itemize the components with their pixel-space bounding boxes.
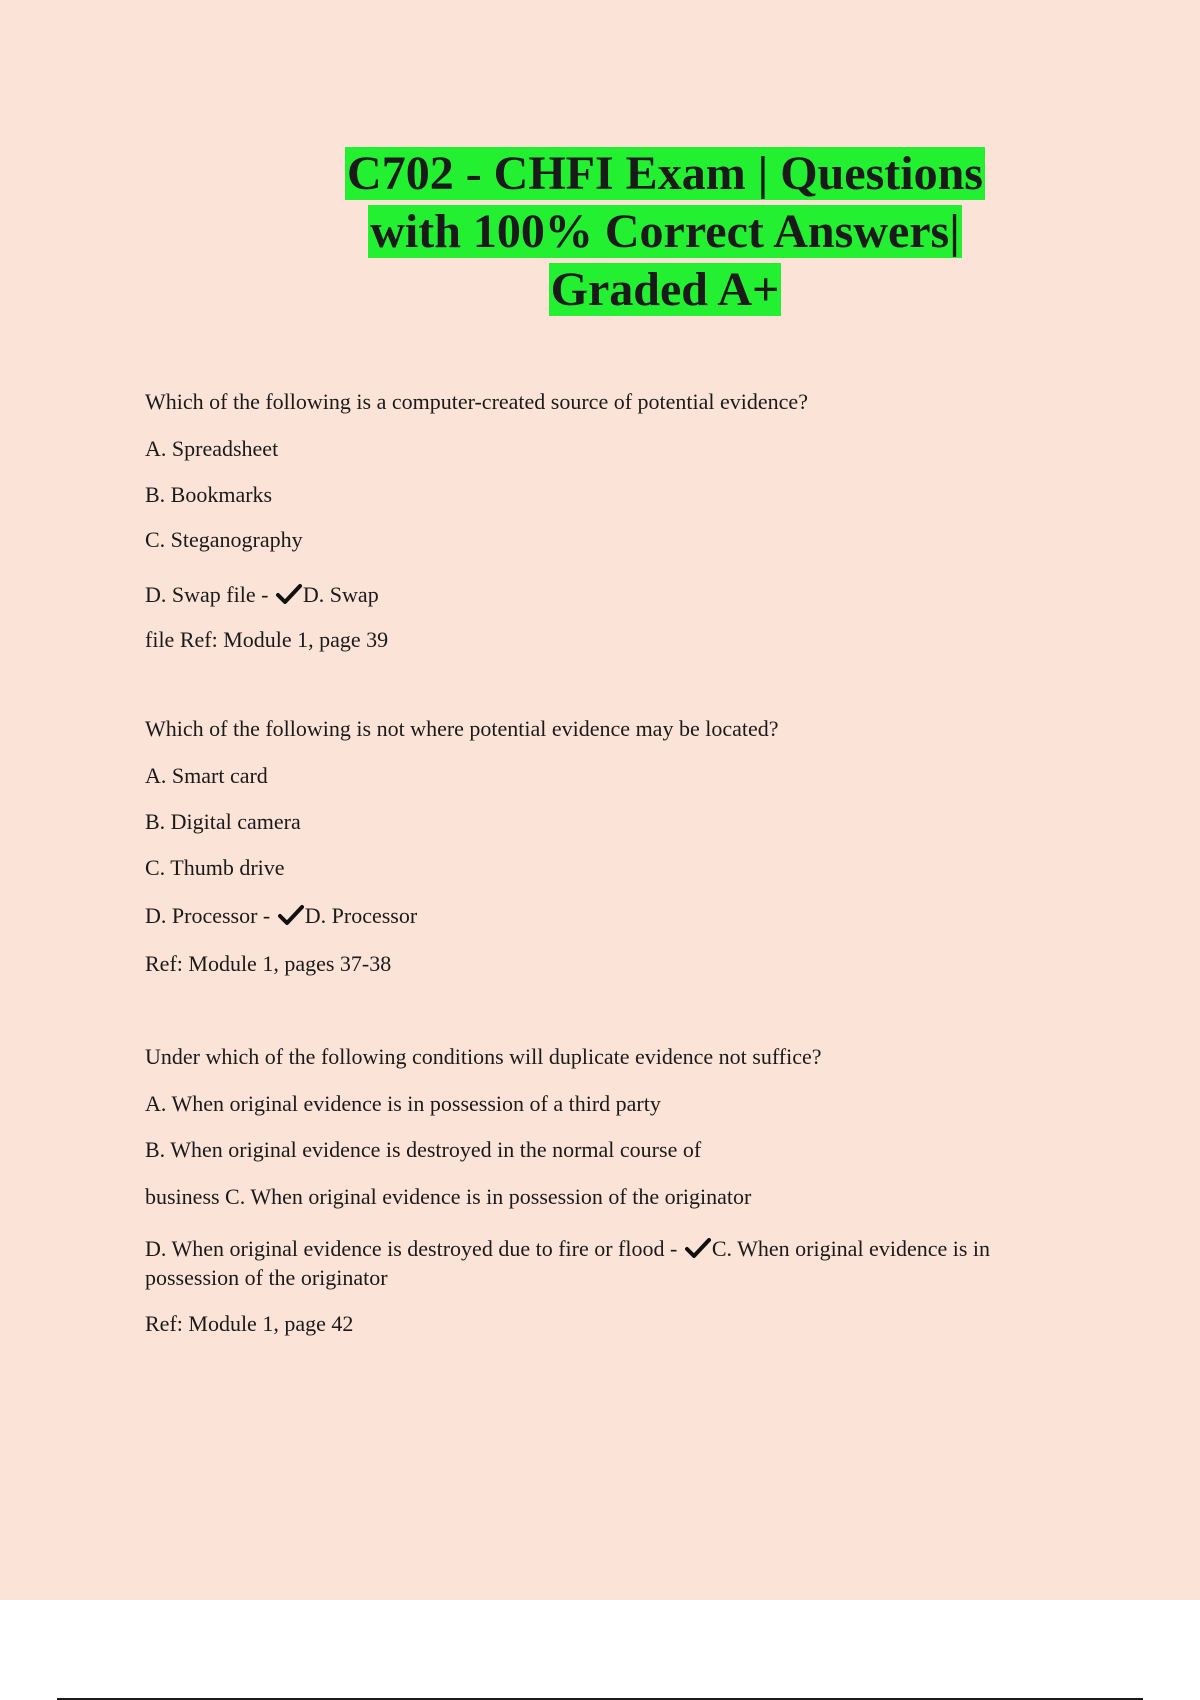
question-2-prompt: Which of the following is not where potential evidence may be located? [145, 716, 779, 741]
question-1-answer-prefix: D. Swap file - [145, 582, 274, 607]
question-3-answer-prefix: D. When original evidence is destroyed due to fire or flood - [145, 1236, 683, 1261]
check-icon [278, 904, 304, 926]
question-3-prompt: Under which of the following conditions will duplicate evidence not suffice? [145, 1044, 822, 1069]
question-3-answer [145, 1234, 1075, 1292]
question-3-option-a: A. When original evidence is in possession of a third party [145, 1091, 661, 1116]
question-1-option-b: B. Bookmarks [145, 482, 273, 507]
question-2-option-c: C. Thumb drive [145, 855, 285, 880]
check-icon [685, 1237, 711, 1259]
question-1-reference: file Ref: Module 1, page 39 [145, 627, 389, 652]
question-1-option-c: C. Steganography [145, 527, 303, 552]
title-line-3: Graded A+ [550, 263, 780, 316]
question-2-reference: Ref: Module 1, pages 37-38 [145, 951, 392, 976]
document-title [300, 145, 1030, 319]
question-2-answer-prefix: D. Processor - [145, 903, 276, 928]
question-3-answer-text: C. When original evidence is in possession of the originator [145, 1236, 991, 1290]
question-2-answer [145, 903, 417, 929]
question-3-option-c: business C. When original evidence is in possession of the originator [145, 1184, 752, 1209]
question-1-answer-text: D. Swap [302, 582, 379, 607]
question-1-answer [145, 582, 379, 608]
question-1-prompt: Which of the following is a computer-created source of potential evidence? [145, 389, 808, 414]
title-line-1: C702 - CHFI Exam | Questions [347, 147, 983, 200]
question-3-option-b: B. When original evidence is destroyed in the normal course of [145, 1137, 702, 1162]
question-2-option-a: A. Smart card [145, 763, 268, 788]
title-line-2: with 100% Correct Answers| [370, 205, 960, 258]
check-icon [276, 583, 302, 605]
question-3-reference: Ref: Module 1, page 42 [145, 1311, 354, 1336]
question-1-option-a: A. Spreadsheet [145, 436, 279, 461]
question-2-option-b: B. Digital camera [145, 809, 301, 834]
question-2-answer-text: D. Processor [304, 903, 418, 928]
